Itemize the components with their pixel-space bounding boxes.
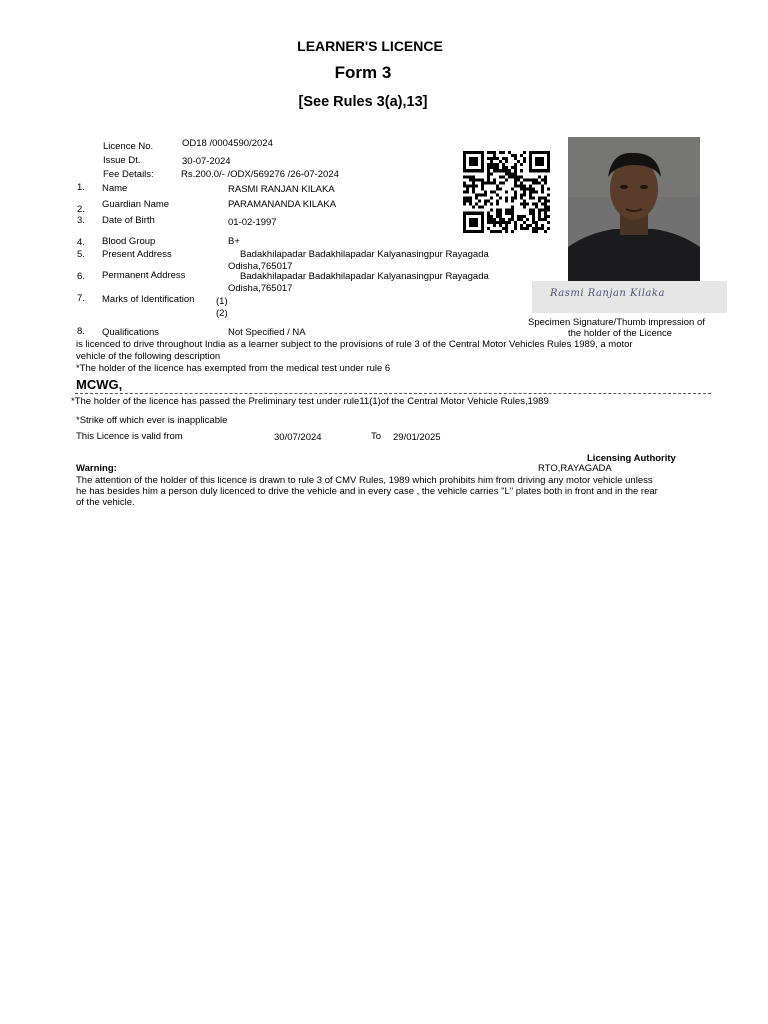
- form-number: Form 3: [334, 63, 392, 82]
- field-value-name: RASMI RANJAN KILAKA: [228, 184, 335, 195]
- field-label-name: Name: [102, 183, 128, 194]
- licence-no-value: OD18 /0004590/2024: [182, 138, 273, 149]
- signature-caption-2: the holder of the Licence: [568, 328, 673, 339]
- field-num: 6.: [77, 271, 85, 282]
- medical-exemption-note: *The holder of the licence has exempted from the medical test under rule 6: [76, 363, 391, 374]
- field-value-present-address-2: Odisha,765017: [228, 261, 293, 272]
- field-label-blood-group: Blood Group: [102, 236, 156, 247]
- strike-off-note: *Strike off which ever is inapplicable: [76, 415, 228, 426]
- specimen-signature: [532, 281, 727, 313]
- field-num: 4.: [77, 237, 85, 248]
- licence-no-label: Licence No.: [103, 141, 154, 152]
- field-label-present-address: Present Address: [102, 249, 172, 260]
- vehicle-class: MCWG,: [76, 377, 123, 392]
- warning-text-1: The attention of the holder of this licence is drawn to rule 3 of CMV Rules, 1989 which prohibits him from driving any motor vehicle unless: [76, 475, 653, 486]
- warning-text-3: of the vehicle.: [76, 497, 135, 508]
- valid-from-date: 30/07/2024: [274, 432, 322, 443]
- signature-text: Rasmi Ranjan Kilaka: [550, 288, 665, 299]
- field-num: 3.: [77, 215, 85, 226]
- field-value-present-address: Badakhilapadar Badakhilapadar Kalyanasingpur Rayagada: [240, 249, 489, 260]
- field-num: 1.: [77, 182, 85, 193]
- rules-reference: [See Rules 3(a),13]: [298, 94, 428, 110]
- divider: [75, 393, 711, 394]
- field-value-permanent-address-2: Odisha,765017: [228, 283, 293, 294]
- validity-label: This Licence is valid from: [76, 431, 183, 442]
- valid-to-label: To: [371, 431, 382, 442]
- qr-code: [463, 151, 550, 233]
- issue-date-value: 30-07-2024: [182, 156, 231, 167]
- warning-label: Warning:: [76, 463, 117, 474]
- licensing-authority-title: Licensing Authority: [587, 453, 676, 464]
- field-label-identification: Marks of Identification: [102, 294, 195, 305]
- licence-statement-2: vehicle of the following description: [76, 351, 221, 362]
- licence-statement-1: is licenced to drive throughout India as a learner subject to the provisions of rule 3 of the Central Motor Vehicles Rules 1989, a motor: [76, 339, 633, 350]
- portrait-image: [568, 137, 700, 281]
- holder-photo: [568, 137, 700, 281]
- valid-to-date: 29/01/2025: [393, 432, 441, 443]
- field-value-permanent-address: Badakhilapadar Badakhilapadar Kalyanasingpur Rayagada: [240, 271, 489, 282]
- field-value-identification-2: (2): [216, 308, 228, 319]
- preliminary-test-note: *The holder of the licence has passed the Preliminary test under rule11(1)of the Central Motor Vehicle Rules,1989: [71, 396, 549, 407]
- field-label-permanent-address: Permanent Address: [102, 270, 186, 281]
- document-title: LEARNER'S LICENCE: [297, 38, 443, 54]
- warning-text-2: he has besides him a person duly licenced to drive the vehicle and in every case , the vehicle carries "L" plates both in front and in the rear: [76, 486, 658, 497]
- field-value-identification-1: (1): [216, 296, 228, 307]
- field-value-guardian: PARAMANANDA KILAKA: [228, 199, 337, 210]
- field-value-blood-group: B+: [228, 236, 240, 247]
- field-label-guardian: Guardian Name: [102, 199, 170, 210]
- field-num: 5.: [77, 249, 85, 260]
- fee-label: Fee Details:: [103, 169, 154, 180]
- issue-date-label: Issue Dt.: [103, 155, 141, 166]
- field-value-qualifications: Not Specified / NA: [228, 327, 306, 338]
- field-value-dob: 01-02-1997: [228, 217, 277, 228]
- field-num: 8.: [77, 326, 85, 337]
- field-label-dob: Date of Birth: [102, 215, 155, 226]
- licensing-authority-office: RTO,RAYAGADA: [538, 463, 612, 474]
- field-num: 2.: [77, 204, 85, 215]
- signature-caption-1: Specimen Signature/Thumb impression of: [528, 317, 705, 328]
- fee-value: Rs.200.0/- /ODX/569276 /26-07-2024: [181, 169, 339, 180]
- field-label-qualifications: Qualifications: [102, 327, 160, 338]
- field-num: 7.: [77, 293, 85, 304]
